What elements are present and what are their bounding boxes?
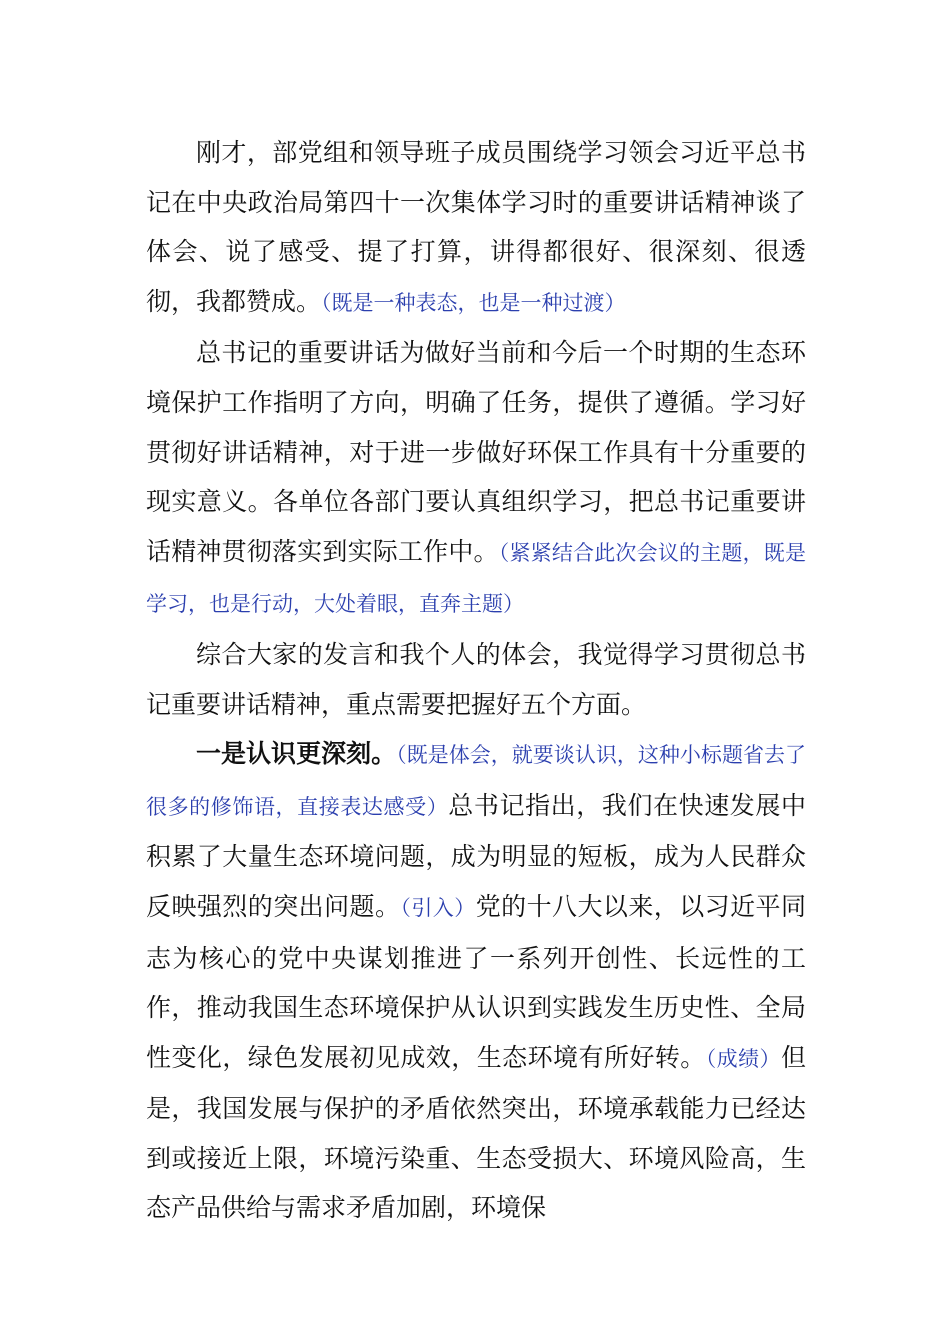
paragraph-guidance [146,328,806,630]
body-text: 党的十八大以来，以习近平同志为核心的党中央谋划推进了一系列开创性、长远性的工作，推动我国生态环境保护从认识到实践发生历史性、全局性变化，绿色发展初见成效，生态环境有所好转。 [146,891,806,1072]
section-heading: 一是认识更深刻。 [196,739,397,769]
body-text: 总书记指出，我们在快速发展中积累了大量生态环境问题，成为明显的短板，成为人民群众反映强烈的突出问题。 [146,790,806,921]
annotation-note: （成绩） [705,1046,781,1071]
annotation-note: （紧紧结合此次会议的主题，既是学习，也是行动，大处着眼，直奔主题） [146,540,806,617]
body-text: 刚才，部党组和领导班子成员围绕学习领会习近平总书记在中央政治局第四十一次集体学习时的重要讲话精神谈了体会、说了感受、提了打算，讲得都很好、很深刻、很透彻，我都赞成。 [146,138,806,316]
body-text: 总书记的重要讲话为做好当前和今后一个时期的生态环境保护工作指明了方向，明确了任务，提供了遵循。学习好贯彻好讲话精神，对于进一步做好环保工作具有十分重要的现实意义。各单位各部门要认真组织学习，把总书记重要讲话精神贯彻落实到实际工作中。 [146,338,806,566]
body-text: 综合大家的发言和我个人的体会，我觉得学习贯彻总书记重要讲话精神，重点需要把握好五个方面。 [146,639,806,719]
annotation-note: （既是一种表态，也是一种过渡） [321,290,626,315]
annotation-note: （既是体会，就要谈认识，这种小标题省去了很多的修饰语，直接表达感受） [146,743,806,819]
document-body [146,128,806,1233]
body-text: 但是，我国发展与保护的矛盾依然突出，环境承载能力已经达到或接近上限，环境污染重、生态受损大、环境风险高，生态产品供给与需求矛盾加剧，环境保 [146,1042,806,1223]
paragraph-opening [146,128,806,328]
paragraph-summary [146,630,806,729]
annotation-note: （引入） [400,895,476,920]
paragraph-point-one [146,729,806,1233]
